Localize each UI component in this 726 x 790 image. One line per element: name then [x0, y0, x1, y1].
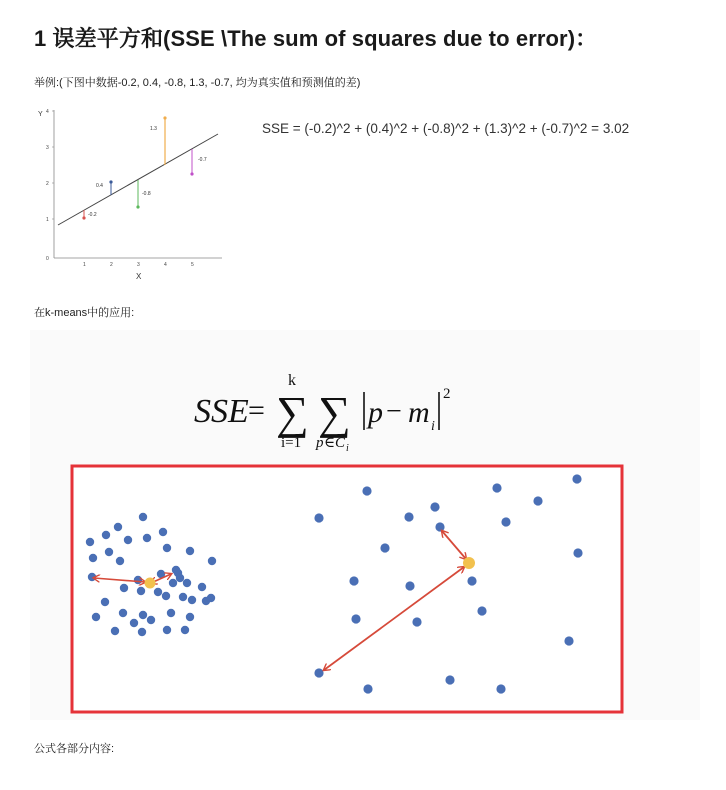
data-point [181, 626, 189, 634]
data-point [119, 609, 127, 617]
data-point [198, 583, 206, 591]
data-point [207, 594, 215, 602]
data-point [572, 474, 581, 483]
y-axis-label: Y [38, 111, 43, 118]
data-point [349, 576, 358, 585]
residual-point [136, 205, 139, 208]
formula-body-p: p [368, 396, 383, 429]
data-point [314, 513, 323, 522]
data-point [380, 543, 389, 552]
residual-point [163, 116, 166, 119]
data-point [564, 636, 573, 645]
data-point [92, 613, 100, 621]
y-tick-label: 1 [46, 217, 49, 223]
data-point [445, 675, 454, 684]
residual-label: -0.2 [88, 212, 97, 218]
data-point [163, 626, 171, 634]
x-tick-label: 1 [83, 262, 86, 268]
data-point [467, 576, 476, 585]
x-tick-label: 2 [110, 262, 113, 268]
data-point [404, 512, 413, 521]
data-point [114, 523, 122, 531]
data-point [102, 531, 110, 539]
kmeans-sse-figure [30, 330, 700, 720]
data-point [130, 619, 138, 627]
kmeans-description: 在k-means中的应用: [34, 307, 135, 319]
data-point [89, 554, 97, 562]
data-point [143, 534, 151, 542]
formula-parts-description: 公式各部分内容: [34, 743, 115, 755]
data-point [412, 617, 421, 626]
data-point [101, 598, 109, 606]
sse-calculation: SSE = (-0.2)^2 + (0.4)^2 + (-0.8)^2 + (1.3)^2 + (-0.7)^2 = 3.02 [262, 121, 630, 136]
y-tick-label: 2 [46, 181, 49, 187]
formula-body-minus: − [386, 396, 402, 427]
formula-lhs: SSE [194, 393, 249, 430]
x-tick-labels [83, 262, 194, 268]
data-point [138, 628, 146, 636]
data-point [179, 593, 187, 601]
data-point [351, 614, 360, 623]
data-point [183, 579, 191, 587]
centroid-point [463, 557, 475, 569]
section-heading: 1 误差平方和(SSE \The sum of squares due to error)： [34, 26, 598, 51]
formula-exponent: 2 [443, 386, 451, 402]
formula-lower-inner-sub: i [346, 443, 349, 454]
data-point [154, 588, 162, 596]
data-point [163, 544, 171, 552]
formula-lower-inner-in: ∈ [324, 435, 336, 451]
residual-label: -0.8 [142, 191, 151, 197]
residual-label: 1.3 [150, 126, 157, 132]
residual-label: 0.4 [96, 183, 103, 189]
data-point [492, 483, 501, 492]
data-point [139, 513, 147, 521]
data-point [139, 611, 147, 619]
formula-sum-inner: ∑ [318, 387, 351, 438]
data-point [573, 548, 582, 557]
formula-lower-inner-c: C [335, 435, 346, 451]
formula-equals: = [248, 394, 265, 427]
data-point [435, 522, 444, 531]
y-tick-label: 4 [46, 109, 49, 115]
data-point [88, 573, 96, 581]
example-description: 举例:(下图中数据-0.2, 0.4, -0.8, 1.3, -0.7, 均为真实值和预测值的差) [34, 77, 361, 89]
x-tick-label: 4 [164, 262, 167, 268]
y-tick-labels [46, 109, 49, 262]
data-point [162, 592, 170, 600]
data-point [186, 613, 194, 621]
data-point [496, 684, 505, 693]
formula-sum-outer: ∑ [276, 387, 309, 438]
formula-body-sub: i [431, 419, 435, 434]
x-tick-label: 3 [137, 262, 140, 268]
data-point [105, 548, 113, 556]
residual-point [109, 180, 112, 183]
y-tick-label: 0 [46, 256, 49, 262]
data-point [363, 684, 372, 693]
residual-point [82, 216, 85, 219]
data-point [501, 517, 510, 526]
data-point [116, 557, 124, 565]
centroid-point [145, 578, 156, 589]
x-tick-label: 5 [191, 262, 194, 268]
data-point [405, 581, 414, 590]
data-point [124, 536, 132, 544]
residual-point [190, 172, 193, 175]
residual-label: -0.7 [198, 157, 207, 163]
formula-body-m: m [408, 396, 430, 429]
data-point [134, 576, 142, 584]
data-point [430, 502, 439, 511]
y-tick-label: 3 [46, 145, 49, 151]
data-point [120, 584, 128, 592]
data-point [147, 616, 155, 624]
data-point [314, 668, 323, 677]
data-point [362, 486, 371, 495]
data-point [188, 596, 196, 604]
formula-lower-inner-p: p [316, 435, 324, 451]
data-point [86, 538, 94, 546]
regression-line [58, 134, 218, 225]
data-point [208, 557, 216, 565]
data-point [169, 579, 177, 587]
data-point [186, 547, 194, 555]
formula-lower-limit-outer: i=1 [281, 435, 302, 451]
regression-residual-plot [32, 104, 232, 284]
data-point [159, 528, 167, 536]
formula-upper-limit: k [288, 372, 296, 389]
data-point [167, 609, 175, 617]
data-point [176, 574, 184, 582]
data-point [477, 606, 486, 615]
data-point [137, 587, 145, 595]
data-point [533, 496, 542, 505]
x-axis-label: X [136, 272, 142, 281]
data-point [111, 627, 119, 635]
